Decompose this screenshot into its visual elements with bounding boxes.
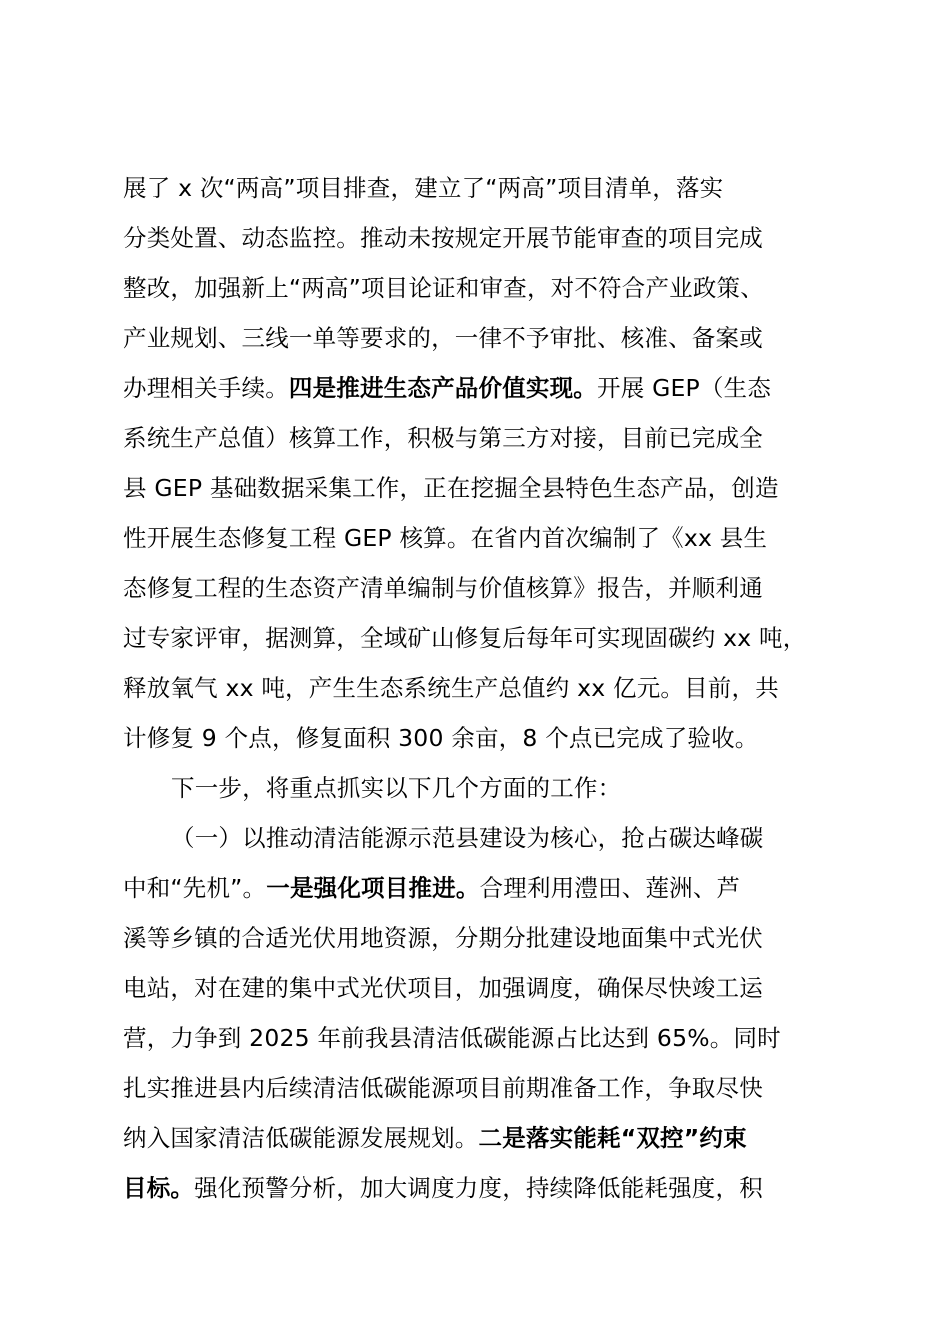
- text-line: [123, 613, 843, 663]
- bold-text-segment: 二是落实能耗“双控”约束: [478, 1124, 747, 1152]
- text-segment: 整改，加强新上“两高”项目论证和审查，对不符合产业政策、: [123, 274, 764, 302]
- text-segment: 扎实推进县内后续清洁低碳能源项目前期准备工作，争取尽快: [123, 1074, 763, 1102]
- text-segment: 开展 GEP（生态: [597, 374, 772, 402]
- text-line: [123, 463, 843, 513]
- text-line: [123, 513, 843, 563]
- text-segment: 态修复工程的生态资产清单编制与价值核算》报告，并顺利通: [123, 574, 763, 602]
- text-segment: 合理利用澧田、莲洲、芦: [479, 874, 741, 902]
- text-line: [123, 313, 843, 363]
- text-line: [123, 813, 843, 863]
- text-line: [123, 1113, 843, 1163]
- text-line: [123, 563, 843, 613]
- text-segment: 展了 x 次“两高”项目排查，建立了“两高”项目清单，落实: [123, 174, 724, 202]
- text-segment: 释放氧气 xx 吨，产生生态系统生产总值约 xx 亿元。目前，共: [123, 674, 779, 702]
- text-line: [123, 263, 843, 313]
- text-segment: 电站，对在建的集中式光伏项目，加强调度，确保尽快竣工运: [123, 974, 763, 1002]
- text-line: [123, 213, 843, 263]
- text-line: [123, 413, 843, 463]
- text-segment: 中和“先机”。: [123, 874, 267, 902]
- text-line: [123, 1063, 843, 1113]
- text-segment: 强化预警分析，加大调度力度，持续降低能耗强度，积: [194, 1174, 763, 1202]
- text-line: [123, 763, 843, 813]
- bold-text-segment: 四是推进生态产品价值实现。: [288, 374, 598, 402]
- text-segment: 营，力争到 2025 年前我县清洁低碳能源占比达到 65%。同时: [123, 1024, 781, 1052]
- text-segment: 纳入国家清洁低碳能源发展规划。: [123, 1124, 479, 1152]
- text-line: [123, 1163, 843, 1213]
- text-line: [123, 1013, 843, 1063]
- text-line: [123, 163, 843, 213]
- bold-text-segment: 一是强化项目推进。: [266, 874, 480, 902]
- text-line: [123, 913, 843, 963]
- text-segment: 县 GEP 基础数据采集工作，正在挖掘全县特色生态产品，创造: [123, 474, 779, 502]
- text-segment: 系统生产总值）核算工作，积极与第三方对接，目前已完成全: [123, 424, 763, 452]
- bold-text-segment: 目标。: [123, 1174, 195, 1202]
- text-line: [123, 863, 843, 913]
- text-line: [123, 713, 843, 763]
- text-line: [123, 663, 843, 713]
- text-segment: 过专家评审，据测算，全域矿山修复后每年可实现固碳约 xx 吨，: [123, 624, 807, 652]
- text-segment: 产业规划、三线一单等要求的，一律不予审批、核准、备案或: [123, 324, 763, 352]
- text-segment: 计修复 9 个点，修复面积 300 余亩，8 个点已完成了验收。: [123, 724, 759, 752]
- text-segment: 办理相关手续。: [123, 374, 289, 402]
- text-line: [123, 963, 843, 1013]
- text-line: [123, 363, 843, 413]
- text-segment: （一）以推动清洁能源示范县建设为核心，抢占碳达峰碳: [171, 824, 764, 852]
- text-segment: 溪等乡镇的合适光伏用地资源，分期分批建设地面集中式光伏: [123, 924, 763, 952]
- body-text: [123, 163, 843, 1213]
- text-segment: 下一步，将重点抓实以下几个方面的工作：: [171, 774, 622, 802]
- text-segment: 性开展生态修复工程 GEP 核算。在省内首次编制了《xx 县生: [123, 524, 768, 552]
- text-segment: 分类处置、动态监控。推动未按规定开展节能审查的项目完成: [123, 224, 763, 252]
